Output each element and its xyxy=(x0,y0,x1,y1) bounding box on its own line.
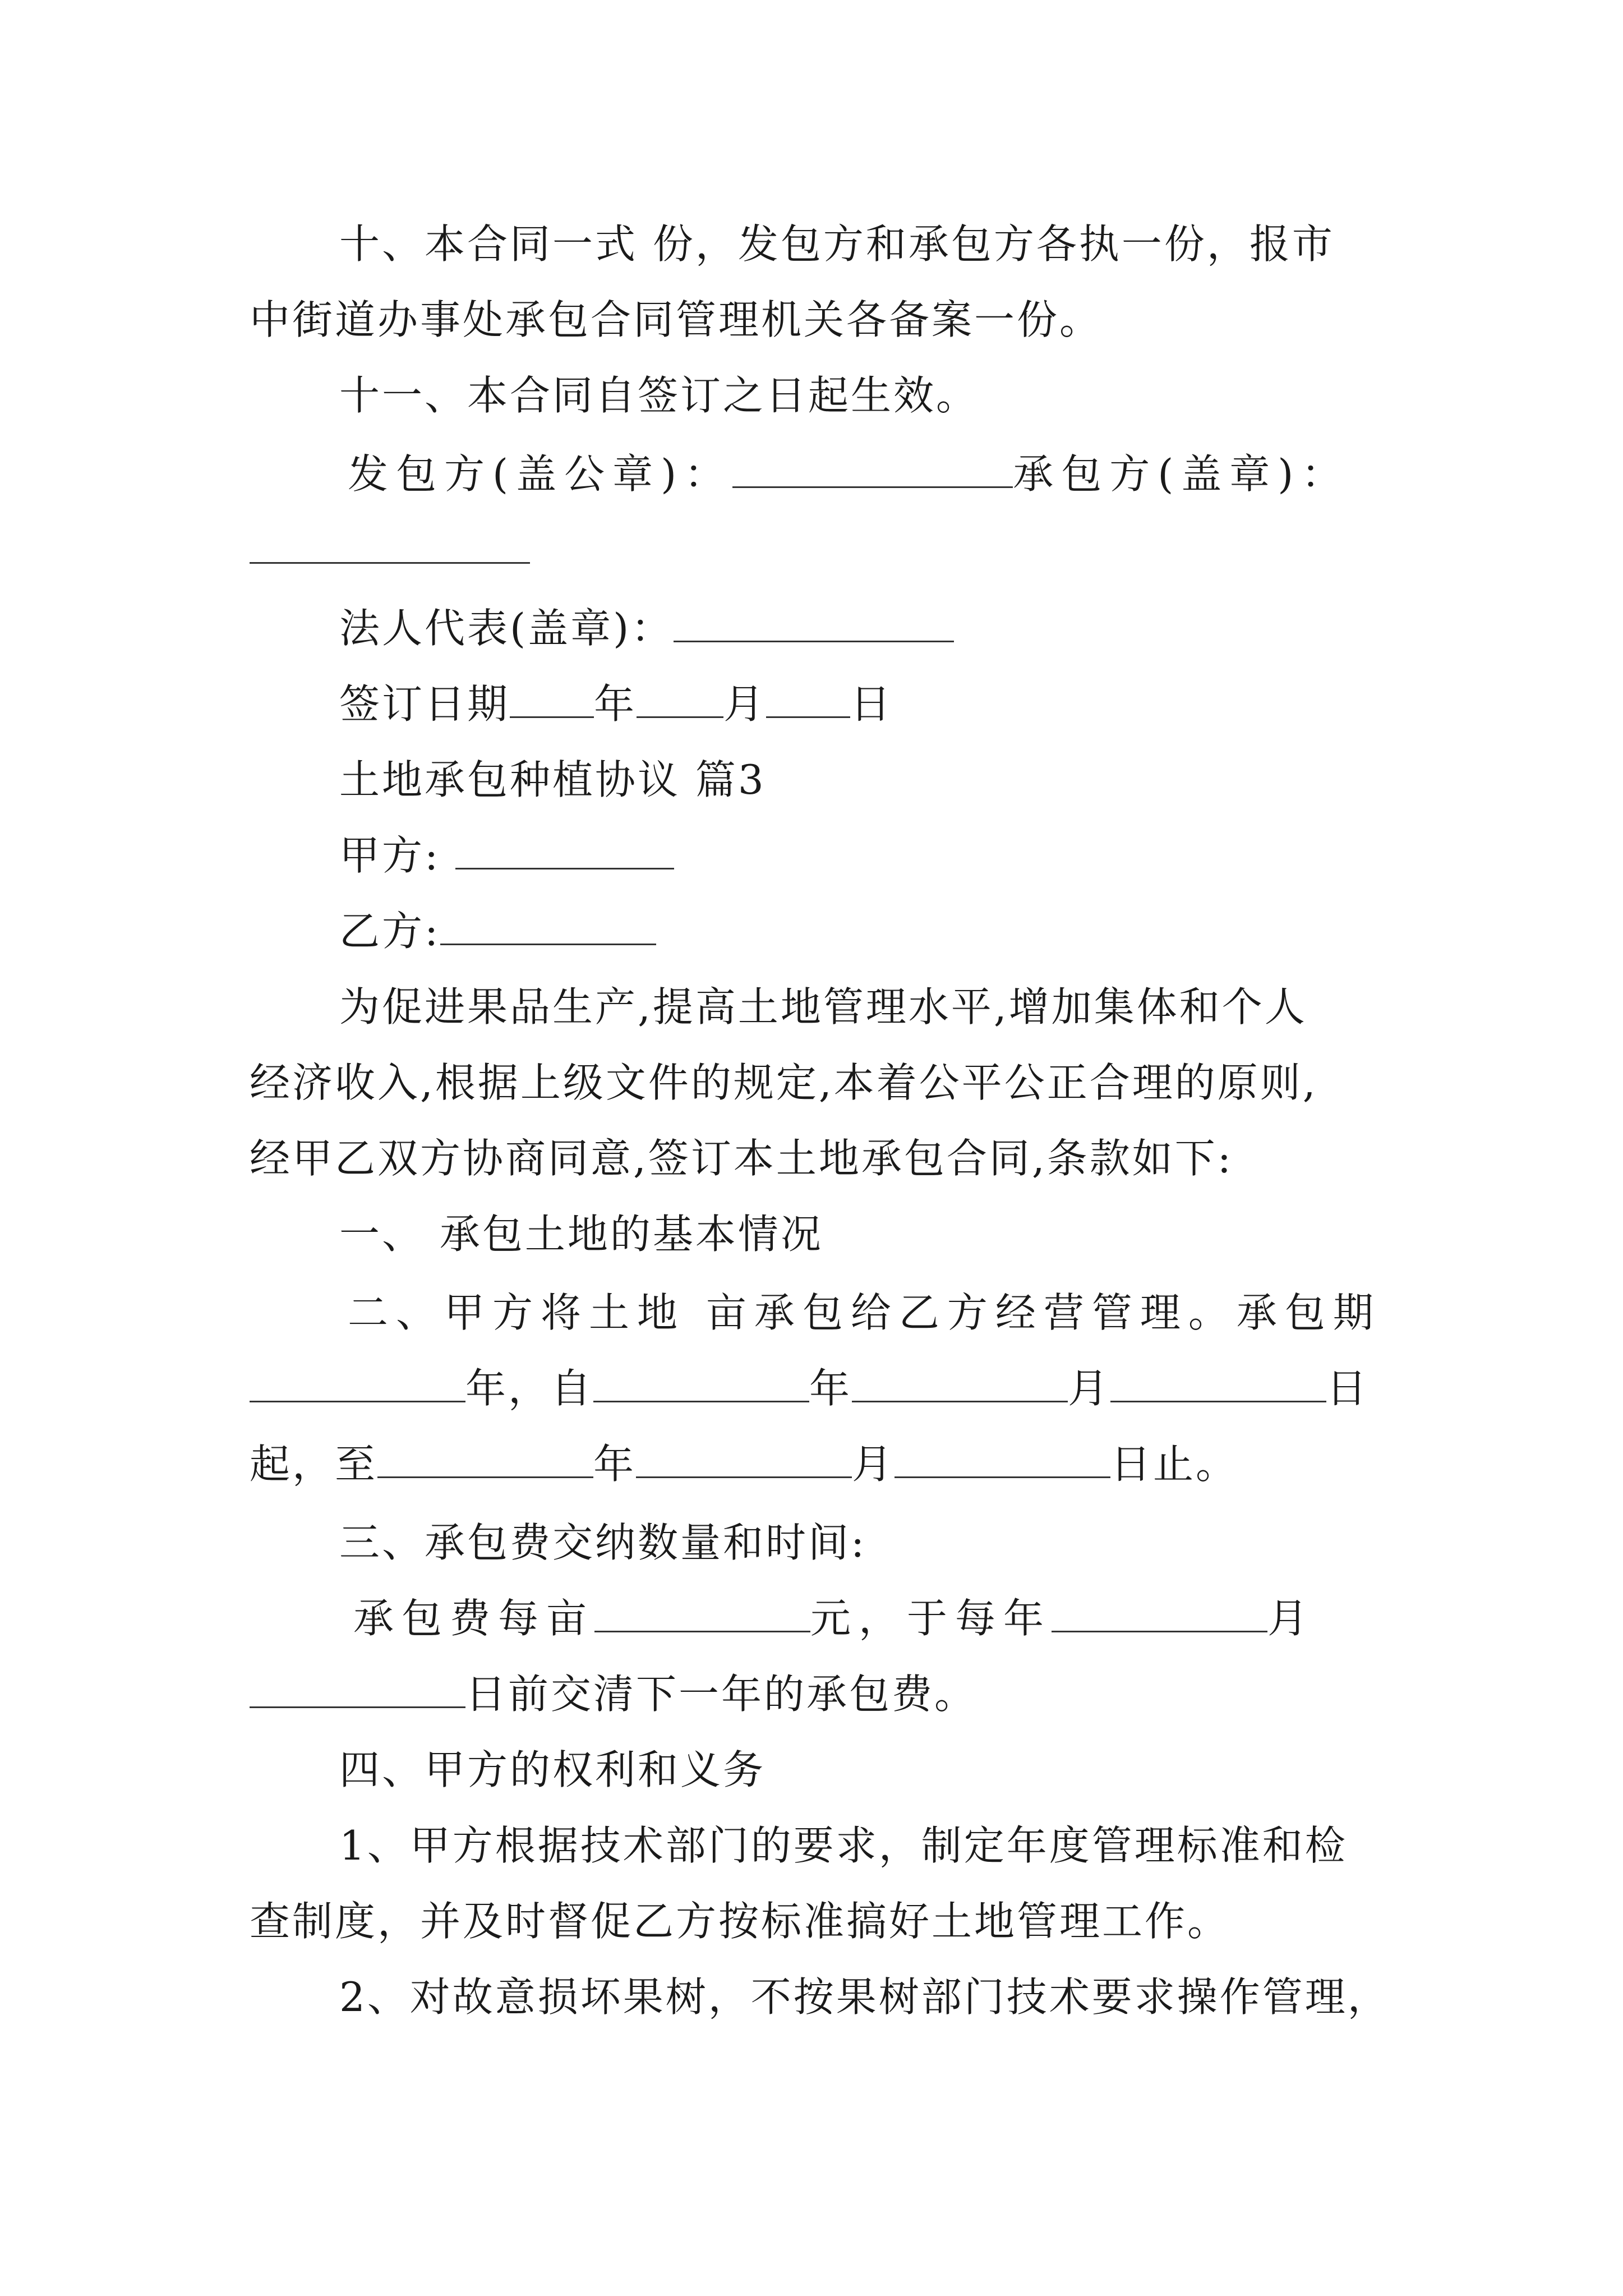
party-a-label: 甲方: xyxy=(339,832,441,879)
fee-amount-blank[interactable] xyxy=(594,1596,810,1632)
legal-rep-line xyxy=(339,600,954,656)
clause-10-text: 十、本合同一式 份，发包方和承包方各执一份，报市 xyxy=(339,220,1335,268)
clause-10-line-2: 中街道办事处承包合同管理机关各备案一份。 xyxy=(250,296,1103,343)
intro-text-2: 经济收入,根据上级文件的规定,本着公平公正合理的原则, xyxy=(250,1059,1318,1106)
sign-date-line xyxy=(339,676,893,732)
intro-line-3: 经甲乙双方协商同意,签订本土地承包合同,条款如下: xyxy=(250,1135,1234,1182)
agreement-title: 土地承包种植协议 篇3 xyxy=(339,756,766,803)
section-4-heading: 四、甲方的权利和义务 xyxy=(339,1746,766,1793)
sign-day-blank[interactable] xyxy=(766,682,850,718)
section-1-heading: 一、 承包土地的基本情况 xyxy=(339,1211,823,1258)
fee-label: 承包费每亩 xyxy=(353,1595,595,1642)
term-years-blank[interactable] xyxy=(250,1366,465,1402)
contractor-label: 承包方(盖章)： xyxy=(1013,450,1350,498)
section-4-item-1-line-2: 查制度，并及时督促乙方按标准搞好土地管理工作。 xyxy=(250,1898,1230,1945)
start-month-label: 月 xyxy=(1068,1365,1111,1412)
party-b-blank[interactable] xyxy=(440,909,656,945)
section-2-text: 二、甲方将土地 亩承包给乙方经营管理。承包期 xyxy=(348,1289,1381,1336)
party-b-line xyxy=(339,903,656,959)
month-label: 月 xyxy=(723,680,767,728)
party-a-blank[interactable] xyxy=(455,833,674,869)
end-prefix-label: 起，至 xyxy=(250,1441,378,1488)
start-year-blank[interactable] xyxy=(593,1366,809,1402)
clause-10-line-1 xyxy=(339,216,1380,272)
section-3-line-3 xyxy=(250,1666,977,1722)
start-month-blank[interactable] xyxy=(852,1366,1068,1402)
sign-date-label: 签订日期 xyxy=(339,680,510,728)
section-4-item-1-line-1 xyxy=(339,1818,1380,1874)
term-years-label: 年，自 xyxy=(465,1365,594,1412)
fee-month-blank[interactable] xyxy=(1052,1596,1267,1632)
sign-month-blank[interactable] xyxy=(637,682,723,718)
legal-rep-label: 法人代表(盖章)： xyxy=(339,605,674,652)
end-year-blank[interactable] xyxy=(377,1442,593,1478)
end-month-blank[interactable] xyxy=(636,1442,852,1478)
end-year-label: 年 xyxy=(593,1441,637,1488)
intro-text-1: 为促进果品生产,提高土地管理水平,增加集体和个人 xyxy=(339,983,1307,1030)
fee-month-label: 月 xyxy=(1267,1595,1316,1642)
start-day-label: 日 xyxy=(1326,1365,1370,1412)
issuer-blank[interactable] xyxy=(732,452,1013,488)
intro-line-2 xyxy=(250,1055,1388,1111)
end-day-label: 日止。 xyxy=(1110,1441,1239,1488)
contractor-blank[interactable] xyxy=(250,561,530,564)
issuer-label: 发包方(盖公章)： xyxy=(348,450,733,498)
fee-day-blank[interactable] xyxy=(250,1672,465,1708)
party-a-line xyxy=(339,827,674,884)
sign-year-blank[interactable] xyxy=(510,682,594,718)
section-4-item-2-line-1 xyxy=(339,1969,1396,2025)
signature-line xyxy=(348,446,1349,502)
clause-11: 十一、本合同自签订之日起生效。 xyxy=(339,372,979,419)
item-2-text: 2、对故意损坏果树，不按果树部门技术要求操作管理， xyxy=(339,1973,1390,2021)
start-year-label: 年 xyxy=(809,1365,852,1412)
end-month-label: 月 xyxy=(852,1441,895,1488)
section-2-line-1 xyxy=(348,1285,1380,1341)
legal-rep-blank[interactable] xyxy=(674,606,954,642)
section-2-line-3 xyxy=(250,1436,1238,1492)
yuan-each-year-label: 元，于每年 xyxy=(810,1595,1052,1642)
year-label: 年 xyxy=(594,680,637,728)
day-label: 日 xyxy=(850,680,893,728)
intro-line-1 xyxy=(339,979,1380,1035)
section-3-heading: 三、承包费交纳数量和时间: xyxy=(339,1519,867,1566)
item-1-text: 1、甲方根据技术部门的要求，制定年度管理标准和检 xyxy=(339,1822,1348,1869)
section-3-line-2 xyxy=(353,1590,1316,1646)
fee-deadline-text: 日前交清下一年的承包费。 xyxy=(465,1671,978,1718)
end-day-blank[interactable] xyxy=(895,1442,1110,1478)
start-day-blank[interactable] xyxy=(1110,1366,1326,1402)
party-b-label: 乙方: xyxy=(339,908,441,955)
section-2-line-2 xyxy=(250,1360,1369,1416)
